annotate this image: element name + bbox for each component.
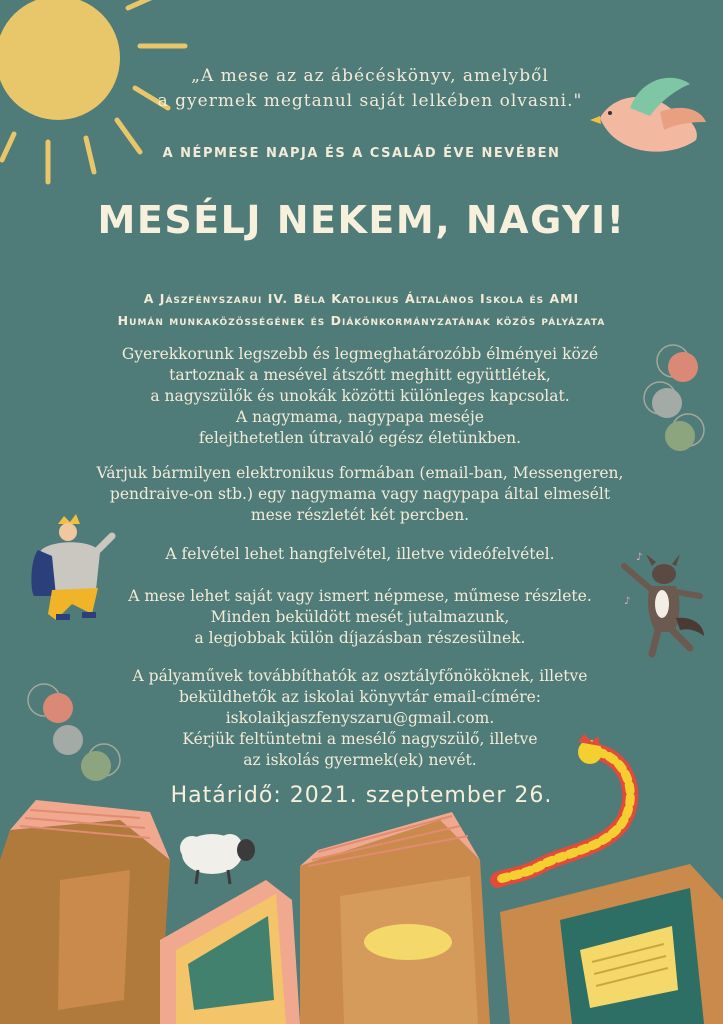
- paragraph-line: Minden beküldött mesét jutalmazunk,: [210, 608, 510, 626]
- paragraph-line: Kérjük feltüntetni a mesélő nagyszülő, illetve: [182, 730, 538, 748]
- paragraph-line: felejthetetlen útravaló egész életünkben.: [198, 429, 522, 447]
- paragraph-line: tartoznak a mesével átszőtt meghitt együttlétek,: [169, 366, 551, 384]
- paragraph-line: A mese lehet saját vagy ismert népmese, műmese részlete.: [128, 587, 592, 605]
- paragraph-line: pendraive-on stb.) egy nagymama vagy nagypapa által elmesélt: [109, 485, 611, 503]
- paragraph-line: Gyerekkorunk legszebb és legmeghatározóbb élményei közé: [121, 345, 599, 363]
- deadline-text: Határidő: 2021. szeptember 26.: [170, 783, 553, 808]
- svg-text:♪: ♪: [636, 552, 643, 563]
- paragraph-line: beküldhetők az iskolai könyvtár email-címére:: [178, 688, 542, 706]
- opening-quote: [120, 64, 620, 114]
- poster-title: MESÉLJ NEKEM, NAGYI!: [97, 198, 626, 242]
- paragraph-line: mese részletét két percben.: [250, 506, 470, 524]
- organizer-block: [0, 288, 723, 332]
- paragraph-line: A felvétel lehet hangfelvétel, illetve videófelvétel.: [165, 545, 555, 563]
- paragraph-line: A nagymama, nagypapa meséje: [236, 408, 484, 426]
- paragraph-intro: [80, 344, 640, 449]
- paragraph-line: az iskolás gyermek(ek) nevét.: [243, 751, 477, 769]
- paragraph-line: a nagyszülők és unokák közötti különleges kapcsolat.: [150, 387, 570, 405]
- paragraph-submission: [50, 463, 670, 526]
- quote-line-1: „A mese az az ábécéskönyv, amelyből: [191, 66, 549, 86]
- quote-line-2: a gyermek megtanul saját lelkében olvasni.": [157, 91, 583, 111]
- svg-text:♪: ♪: [624, 596, 631, 607]
- decorative-circles-right: [644, 345, 704, 451]
- paragraph-line: a legjobbak külön díjazásban részesülnek.: [194, 629, 526, 647]
- email-address: iskolaikjaszfenyszaru@gmail.com.: [225, 709, 495, 727]
- organizer-line-2: Humán munkaközösségének és Diákönkormányzatának közös pályázata: [117, 313, 606, 328]
- occasion-subtitle: A NÉPMESE NAPJA ÉS A CSALÁD ÉVE NEVÉBEN: [162, 146, 561, 161]
- paragraph-contact: [80, 666, 640, 771]
- paragraph-line: Várjuk bármilyen elektronikus formában (email-ban, Messengeren,: [96, 464, 624, 482]
- paragraph-reward: [80, 586, 640, 649]
- paragraph-line: A pályaművek továbbíthatók az osztályfőnököknek, illetve: [132, 667, 588, 685]
- organizer-line-1: A Jászfényszarui IV. Béla Katolikus Általános Iskola és AMI: [143, 291, 580, 306]
- sheep-illustration: [180, 834, 255, 884]
- paragraph-recording: [80, 544, 643, 565]
